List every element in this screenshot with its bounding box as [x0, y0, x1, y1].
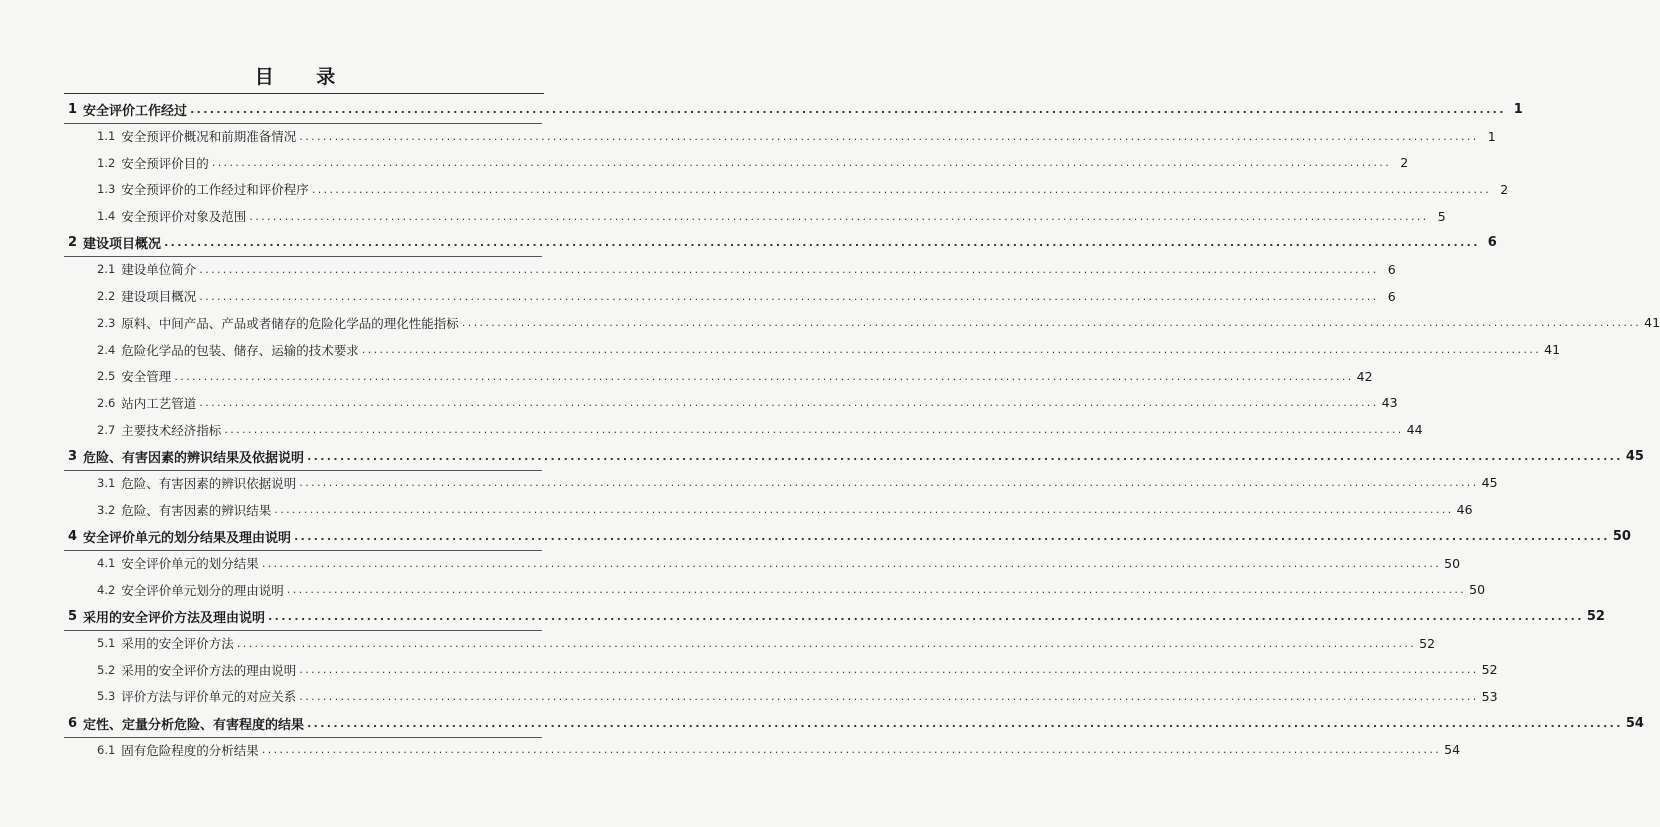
entry-title: 建设项目概况	[83, 237, 162, 253]
dot-leader: ........................................................................................................................................................................................................	[174, 369, 1354, 383]
entry-number: 1.2	[97, 155, 116, 170]
entry-number: 2.4	[97, 342, 116, 357]
entry-title: 安全管理	[121, 369, 172, 385]
entry-page-number: 53	[1481, 688, 1498, 704]
dot-leader: ........................................................................................................................................................................................................	[299, 689, 1479, 703]
entry-title: 安全预评价目的	[121, 155, 209, 171]
entry-title: 建设单位简介	[121, 262, 197, 278]
entry-title: 安全评价工作经过	[83, 103, 188, 119]
dot-leader: ........................................................................................................................................................................................................	[199, 289, 1379, 303]
entry-title: 原料、中间产品、产品或者储存的危险化学品的理化性能指标	[121, 315, 459, 331]
entry-number: 1.4	[97, 209, 116, 224]
entry-title: 安全预评价的工作经过和评价程序	[121, 182, 309, 198]
entry-title: 建设项目概况	[121, 289, 197, 305]
entry-title: 安全评价单元划分的理由说明	[121, 582, 284, 598]
entry-number: 6.1	[97, 742, 116, 757]
entry-number: 4	[68, 528, 78, 544]
toc-section-entry[interactable]	[68, 550, 1461, 577]
dot-leader: ........................................................................................................................................................................................................	[361, 343, 1542, 357]
entry-page-number: 2	[1400, 155, 1409, 171]
toc-section-entry[interactable]	[68, 470, 1498, 497]
table-of-contents	[68, 96, 1660, 763]
toc-section-entry[interactable]	[68, 656, 1498, 683]
entry-title: 主要技术经济指标	[121, 422, 222, 438]
entry-page-number: 50	[1612, 528, 1631, 544]
entry-title: 危险、有害因素的辨识结果及依据说明	[83, 450, 305, 466]
toc-section-entry[interactable]	[68, 683, 1498, 710]
dot-leader: ........................................................................................................................................................................................................	[286, 583, 1467, 597]
entry-page-number: 46	[1456, 502, 1473, 518]
dot-leader: ........................................................................................................................................................................................................	[274, 503, 1454, 517]
toc-section-entry[interactable]	[68, 310, 1660, 337]
entry-title: 采用的安全评价方法	[121, 636, 234, 652]
dot-leader: ........................................................................................................................................................................................................	[294, 529, 1610, 543]
entry-title: 危险、有害因素的辨识依据说明	[121, 475, 297, 491]
entry-number: 2.5	[97, 369, 116, 384]
dot-leader: ........................................................................................................................................................................................................	[199, 396, 1379, 410]
dot-leader: ........................................................................................................................................................................................................	[299, 663, 1479, 677]
entry-page-number: 50	[1469, 582, 1486, 598]
entry-title: 安全预评价概况和前期准备情况	[121, 129, 297, 145]
entry-number: 2.2	[97, 289, 116, 304]
entry-title: 安全评价单元的划分结果	[121, 556, 259, 572]
entry-number: 4.1	[97, 556, 116, 571]
entry-number: 5.3	[97, 689, 116, 704]
dot-leader: ........................................................................................................................................................................................................	[461, 316, 1642, 330]
toc-section-entry[interactable]	[68, 416, 1423, 443]
page-title: 目 录	[254, 66, 354, 88]
entry-title: 采用的安全评价方法的理由说明	[121, 662, 297, 678]
entry-title: 采用的安全评价方法及理由说明	[83, 610, 266, 626]
dot-leader: ........................................................................................................................................................................................................	[307, 449, 1623, 463]
entry-number: 6	[68, 715, 78, 731]
entry-number: 5.1	[97, 636, 116, 651]
entry-title: 危险化学品的包装、储存、运输的技术要求	[121, 342, 359, 358]
toc-chapter-entry[interactable]	[68, 710, 1644, 737]
entry-page-number: 5	[1437, 208, 1446, 224]
entry-page-number: 45	[1625, 448, 1644, 464]
toc-section-entry[interactable]	[68, 630, 1436, 657]
entry-page-number: 1	[1513, 101, 1523, 117]
entry-number: 2	[68, 235, 78, 251]
entry-number: 1.3	[97, 182, 116, 197]
toc-chapter-entry[interactable]	[68, 443, 1644, 470]
entry-number: 1	[68, 101, 78, 117]
dot-leader: ........................................................................................................................................................................................................	[299, 476, 1479, 490]
entry-number: 2.6	[97, 395, 116, 410]
entry-title: 固有危险程度的分析结果	[121, 742, 259, 758]
toc-section-entry[interactable]	[68, 496, 1473, 523]
dot-leader: ........................................................................................................................................................................................................	[299, 129, 1479, 143]
toc-section-entry[interactable]	[68, 123, 1496, 150]
entry-page-number: 43	[1381, 395, 1398, 411]
entry-page-number: 2	[1500, 181, 1509, 197]
toc-chapter-entry[interactable]	[68, 523, 1631, 550]
dot-leader: ........................................................................................................................................................................................................	[311, 182, 1492, 196]
entry-page-number: 1	[1487, 128, 1496, 144]
dot-leader: ........................................................................................................................................................................................................	[261, 743, 1442, 757]
toc-section-entry[interactable]	[68, 203, 1446, 230]
entry-page-number: 42	[1356, 368, 1373, 384]
entry-page-number: 54	[1625, 715, 1644, 731]
entry-page-number: 41	[1644, 315, 1660, 331]
toc-section-entry[interactable]	[68, 363, 1373, 390]
dot-leader: ........................................................................................................................................................................................................	[236, 636, 1417, 650]
toc-section-entry[interactable]	[68, 149, 1409, 176]
dot-leader: ........................................................................................................................................................................................................	[268, 609, 1584, 623]
title-divider	[64, 93, 544, 94]
entry-number: 2.1	[97, 262, 116, 277]
toc-section-entry[interactable]	[68, 283, 1396, 310]
entry-page-number: 54	[1444, 742, 1461, 758]
entry-page-number: 44	[1406, 422, 1423, 438]
toc-section-entry[interactable]	[68, 176, 1509, 203]
toc-chapter-entry[interactable]	[68, 603, 1605, 630]
dot-leader: ........................................................................................................................................................................................................	[261, 556, 1442, 570]
entry-page-number: 6	[1487, 235, 1497, 251]
entry-number: 3.2	[97, 502, 116, 517]
dot-leader: ........................................................................................................................................................................................................	[249, 209, 1429, 223]
toc-section-entry[interactable]	[68, 576, 1486, 603]
entry-page-number: 50	[1444, 555, 1461, 571]
entry-page-number: 45	[1481, 475, 1498, 491]
dot-leader: ........................................................................................................................................................................................................	[307, 716, 1623, 730]
entry-number: 2.7	[97, 422, 116, 437]
entry-number: 2.3	[97, 315, 116, 330]
toc-section-entry[interactable]	[68, 336, 1561, 363]
entry-title: 安全预评价对象及范围	[121, 209, 247, 225]
entry-page-number: 52	[1586, 608, 1605, 624]
dot-leader: ........................................................................................................................................................................................................	[211, 156, 1392, 170]
entry-page-number: 52	[1481, 662, 1498, 678]
entry-title: 评价方法与评价单元的对应关系	[121, 689, 297, 705]
entry-number: 5.2	[97, 662, 116, 677]
toc-chapter-entry[interactable]	[68, 229, 1497, 256]
entry-page-number: 41	[1544, 342, 1561, 358]
toc-section-entry[interactable]	[68, 390, 1398, 417]
dot-leader: ........................................................................................................................................................................................................	[224, 423, 1404, 437]
entry-number: 3	[68, 448, 78, 464]
dot-leader: ........................................................................................................................................................................................................	[199, 262, 1379, 276]
toc-chapter-entry[interactable]	[68, 96, 1523, 123]
entry-title: 安全评价单元的划分结果及理由说明	[83, 530, 292, 546]
entry-number: 4.2	[97, 582, 116, 597]
toc-section-entry[interactable]	[68, 737, 1461, 764]
entry-page-number: 52	[1419, 635, 1436, 651]
dot-leader: ........................................................................................................................................................................................................	[164, 236, 1480, 250]
entry-title: 定性、定量分析危险、有害程度的结果	[83, 717, 305, 733]
entry-title: 站内工艺管道	[121, 395, 197, 411]
entry-number: 1.1	[97, 129, 116, 144]
dot-leader: ........................................................................................................................................................................................................	[190, 102, 1506, 116]
entry-number: 3.1	[97, 475, 116, 490]
toc-section-entry[interactable]	[68, 256, 1396, 283]
entry-number: 5	[68, 608, 78, 624]
entry-page-number: 6	[1387, 288, 1396, 304]
entry-page-number: 6	[1387, 261, 1396, 277]
entry-title: 危险、有害因素的辨识结果	[121, 502, 272, 518]
